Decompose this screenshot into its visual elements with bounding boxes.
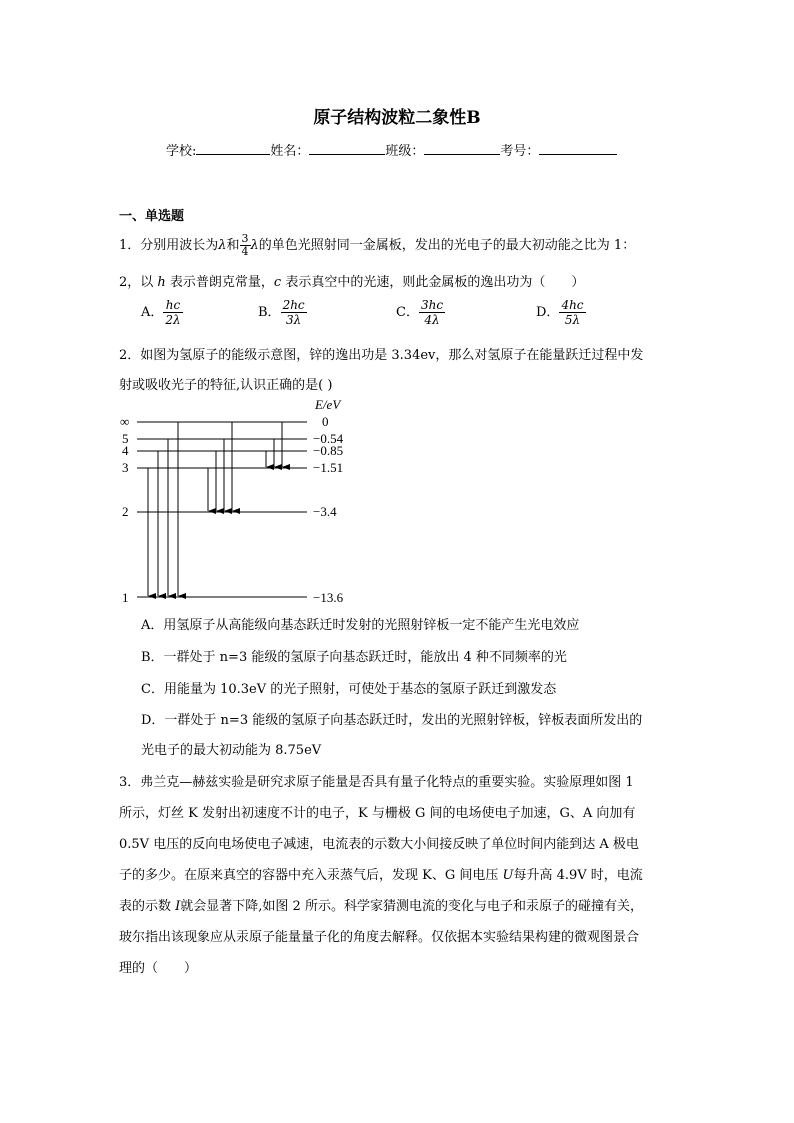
- energy-label-3: −1.51: [313, 460, 344, 475]
- q3-line7: 理的（ ）: [119, 961, 198, 976]
- q1-option-d[interactable]: D． $\frac{4hc}{5\lambda}$: [536, 298, 584, 327]
- q3-line1: 3．弗兰克—赫兹实验是研究求原子能量是否具有量子化特点的重要实验。实验原理如图 1: [119, 775, 634, 790]
- student-info-line: [166, 140, 617, 159]
- lambda-symbol: λ: [218, 238, 227, 253]
- school-label: 学校:: [166, 144, 197, 159]
- q1-option-b[interactable]: B． $\frac{2hc}{3\lambda}$: [258, 298, 305, 327]
- lambda-symbol-2: λ: [250, 238, 259, 253]
- q1-text-a: 1．分别用波长为: [119, 238, 219, 253]
- q2-line2: 射或吸收光子的特征,认识正确的是( ): [119, 378, 333, 393]
- q3-line3: 0.5V 电压的反向电场使电子减速，电流表的示数大小间接反映了单位时间内能到达 A 极电: [119, 837, 639, 852]
- school-field[interactable]: [196, 141, 270, 155]
- class-label: 班级：: [385, 144, 425, 159]
- energy-label-1: −13.6: [313, 590, 344, 605]
- q3-line5: 表的示数 I就会显著下降,如图 2 所示。科学家猜测电流的变化与电子和汞原子的碰撞有关，: [119, 899, 643, 914]
- energy-label-4: −0.85: [313, 443, 344, 458]
- n-label-1: 1: [122, 590, 129, 605]
- n-label-2: 2: [122, 504, 129, 519]
- energy-label-5: −0.54: [313, 431, 344, 446]
- q1-and: 和: [226, 238, 240, 253]
- n-label-5: 5: [122, 431, 129, 446]
- q3-line4: 子的多少。在原来真空的容器中充入汞蒸气后，发现 K、G 间电压 U每升高 4.9V 时，电流: [119, 868, 643, 883]
- n-label-inf: ∞: [120, 414, 130, 429]
- exam-no-label: 考号：: [500, 144, 540, 159]
- n-label-3: 3: [122, 460, 129, 475]
- energy-level-diagram: [110, 392, 370, 612]
- exam-no-field[interactable]: [539, 141, 617, 155]
- h-symbol: h: [157, 275, 166, 290]
- n-label-4: 4: [122, 443, 129, 458]
- q1-line2: 2，以 h 表示普朗克常量，c 表示真空中的光速，则此金属板的逸出功为（ ）: [119, 275, 585, 290]
- name-label: 姓名：: [270, 144, 310, 159]
- section-heading: 一、单选题: [119, 209, 185, 224]
- q2-option-b[interactable]: B．一群处于 n=3 能级的氢原子向基态跃迁时，能放出 4 种不同频率的光: [141, 650, 567, 665]
- energy-label-2: −3.4: [313, 504, 337, 519]
- three-quarters-fraction: $\frac{3}{4}$: [241, 232, 249, 258]
- q1-option-a[interactable]: A． $\frac{hc}{2\lambda}$: [141, 298, 181, 327]
- class-field[interactable]: [424, 141, 500, 155]
- energy-label-inf: 0: [322, 414, 329, 429]
- u-symbol: U: [502, 868, 514, 883]
- q1-line1: [119, 233, 635, 258]
- q1-text-b: 的单色光照射同一金属板，发出的光电子的最大初动能之比为 1：: [258, 238, 636, 253]
- page-title: 原子结构波粒二象性B: [313, 108, 481, 128]
- q2-option-d[interactable]: D．一群处于 n=3 能级的氢原子向基态跃迁时，发出的光照射锌板，锌板表面所发出的: [141, 713, 643, 728]
- axis-label: E/eV: [315, 397, 341, 412]
- q1-option-c[interactable]: C． $\frac{3hc}{4\lambda}$: [396, 298, 444, 327]
- q3-line6: 玻尔指出该现象应从汞原子能量量子化的角度去解释。仅依据本实验结果构建的微观图景合: [119, 930, 640, 945]
- name-field[interactable]: [309, 141, 385, 155]
- i-symbol: I: [175, 899, 181, 914]
- q3-line2: 所示，灯丝 K 发射出初速度不计的电子，K 与栅极 G 间的电场使电子加速，G、A 向加有: [119, 806, 636, 821]
- q2-option-d-continuation: 光电子的最大初动能为 8.75eV: [141, 743, 322, 758]
- q2-option-c[interactable]: C．用能量为 10.3eV 的光子照射，可使处于基态的氢原子跃迁到激发态: [141, 682, 557, 697]
- q2-line1: 2．如图为氢原子的能级示意图，锌的逸出功是 3.34ev，那么对氢原子在能量跃迁过程中发: [119, 348, 644, 363]
- c-symbol: c: [273, 275, 282, 290]
- q2-option-a[interactable]: A．用氢原子从高能级向基态跃迁时发射的光照射锌板一定不能产生光电效应: [141, 618, 580, 633]
